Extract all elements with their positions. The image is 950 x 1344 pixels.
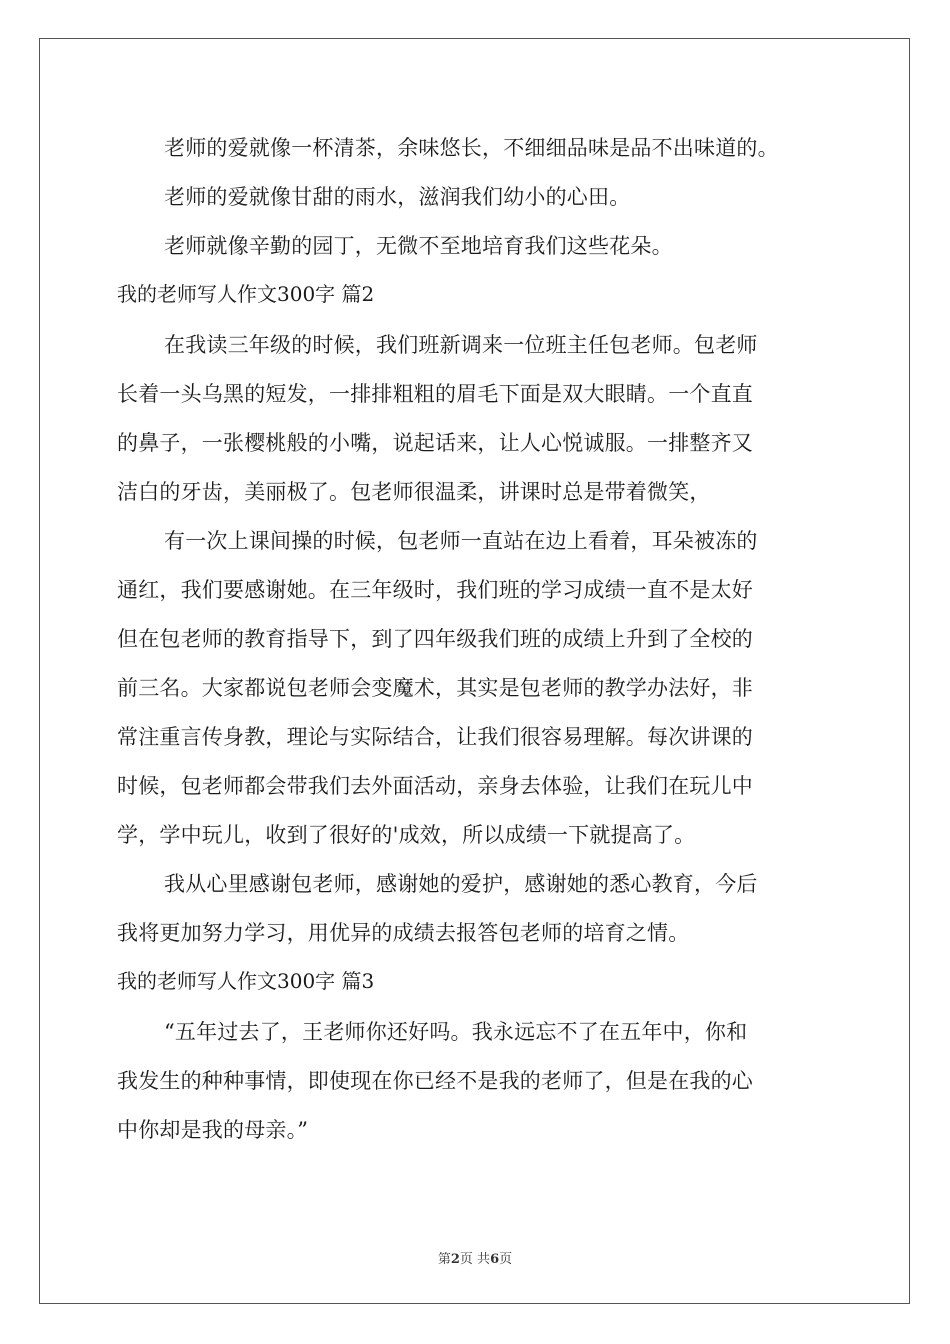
paragraph-line: 长着一头乌黑的短发，一排排粗粗的眉毛下面是双大眼睛。一个直直 [117,382,753,406]
paragraph-line: 洁白的牙齿，美丽极了。包老师很温柔，讲课时总是带着微笑， [117,480,711,504]
paragraph-line: 学，学中玩儿，收到了很好的'成效，所以成绩一下就提高了。 [117,823,696,847]
paragraph-line: 我将更加努力学习，用优异的成绩去报答包老师的培育之情。 [117,921,690,945]
paragraph-line: 前三名。大家都说包老师会变魔术，其实是包老师的教学办法好，非 [117,676,753,700]
intro-line: 老师的爱就像一杯清茶，余味悠长，不细细品味是品不出味道的。 [164,136,779,160]
section-heading-2: 我的老师写人作文300字 篇2 [117,282,375,306]
footer-prefix: 第 [437,1252,451,1267]
footer-total-pages: 6 [490,1252,500,1267]
footer-suffix: 页 [499,1252,513,1267]
paragraph-line: 有一次上课间操的时候，包老师一直站在边上看着，耳朵被冻的 [164,529,758,553]
intro-line: 老师就像辛勤的园丁，无微不至地培育我们这些花朵。 [164,234,673,258]
footer-page-number: 2 [450,1252,460,1267]
paragraph-line: 在我读三年级的时候，我们班新调来一位班主任包老师。包老师 [164,333,758,357]
intro-line: 老师的爱就像甘甜的雨水，滋润我们幼小的心田。 [164,185,631,209]
paragraph-line: 时候，包老师都会带我们去外面活动，亲身去体验，让我们在玩儿中 [117,774,753,798]
section-heading-3: 我的老师写人作文300字 篇3 [117,969,375,993]
paragraph-line: 我发生的种种事情，即使现在你已经不是我的老师了，但是在我的心 [117,1069,753,1093]
paragraph-line: 中你却是我的母亲。” [117,1118,309,1142]
paragraph-line: 的鼻子，一张樱桃般的小嘴，说起话来，让人心悦诚服。一排整齐又 [117,431,753,455]
paragraph-line: “五年过去了，王老师你还好吗。我永远忘不了在五年中，你和 [164,1020,748,1044]
paragraph-line: 我从心里感谢包老师，感谢她的爱护，感谢她的悉心教育，今后 [164,872,758,896]
paragraph-line: 常注重言传身教，理论与实际结合，让我们很容易理解。每次讲课的 [117,725,753,749]
page-footer [0,1248,950,1267]
footer-mid: 页 共 [459,1252,491,1267]
document-body [117,124,857,1155]
paragraph-line: 通红，我们要感谢她。在三年级时，我们班的学习成绩一直不是太好 [117,578,753,602]
paragraph-line: 但在包老师的教育指导下，到了四年级我们班的成绩上升到了全校的 [117,627,753,651]
